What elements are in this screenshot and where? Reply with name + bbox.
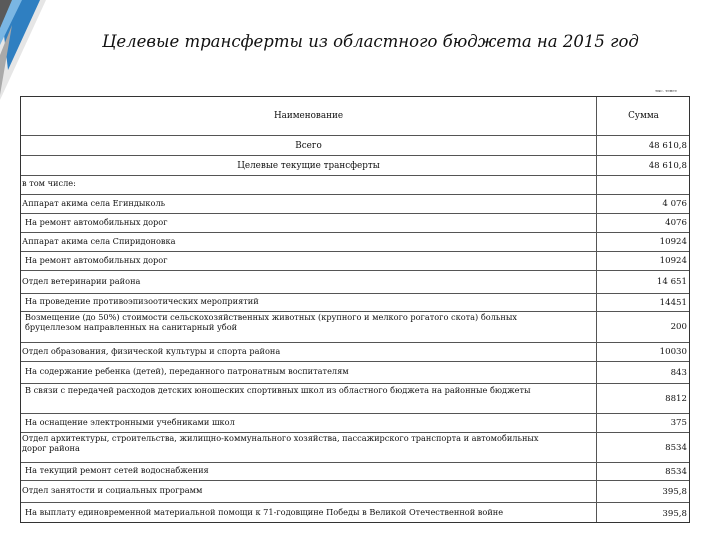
- corner-decoration: [0, 0, 720, 110]
- unit-note: тыс. тенге: [655, 88, 677, 93]
- table-row: [21, 311, 689, 342]
- table-row: [21, 502, 689, 524]
- row-name: Отдел образования, физической культуры и спорта района: [22, 347, 281, 356]
- row-value: [596, 176, 690, 194]
- row-name: Целевые текущие трансферты: [237, 161, 380, 171]
- row-name: На ремонт автомобильных дорог: [25, 218, 168, 227]
- row-name: Отдел архитектуры, строительства, жилищно-коммунального хозяйства, пассажирского транспорта и автомобильных дорог района: [22, 434, 539, 453]
- table-row: [21, 480, 689, 502]
- header-sum: Сумма: [628, 111, 659, 121]
- row-name: На выплату единовременной материальной помощи к 71-годовщине Победы в Великой Отечественной войне: [25, 508, 504, 517]
- header-name: Наименование: [273, 111, 344, 121]
- row-name: В связи с передачей расходов детских юношеских спортивных школ из областного бюджета на районные бюджеты: [25, 386, 531, 395]
- row-name: На текущий ремонт сетей водоснабжения: [25, 466, 209, 475]
- table-row: [21, 462, 689, 480]
- table-row: [21, 383, 689, 413]
- table-row: [21, 213, 689, 232]
- row-value: 375: [670, 418, 687, 428]
- table-header: [21, 97, 689, 135]
- table-row: [21, 361, 689, 383]
- row-value: 10924: [659, 237, 687, 247]
- row-value: 200: [670, 322, 687, 332]
- transfers-table: [20, 96, 690, 523]
- row-name: На проведение противоэпизоотических мероприятий: [25, 297, 259, 306]
- row-name: Аппарат акима села Спиридоновка: [22, 237, 176, 246]
- row-value: 8534: [665, 466, 687, 477]
- table-row: [21, 155, 689, 175]
- table-row: [21, 432, 689, 462]
- table-row-total: [21, 135, 689, 155]
- row-name: На ремонт автомобильных дорог: [25, 256, 168, 265]
- row-value: 48 610,8: [648, 140, 687, 151]
- page-title: Целевые трансферты из областного бюджета на 2015 год: [102, 32, 639, 51]
- table-row: [21, 194, 689, 213]
- row-name: в том числе:: [22, 179, 76, 188]
- row-value: 395,8: [662, 508, 687, 519]
- row-value: 14 651: [656, 277, 687, 287]
- row-value: 8534: [665, 442, 687, 453]
- row-value: 4 076: [662, 199, 687, 209]
- table-row: [21, 413, 689, 432]
- row-value: 48 610,8: [648, 160, 687, 171]
- row-name: Всего: [295, 141, 322, 151]
- row-name: На содержание ребенка (детей), переданного патронатным воспитателям: [25, 367, 349, 376]
- table-row: [21, 342, 689, 361]
- row-value: 395,8: [662, 486, 687, 497]
- row-value: 8812: [665, 393, 687, 404]
- table-row: [21, 232, 689, 251]
- row-value: 14451: [659, 297, 687, 308]
- row-value: 10030: [659, 347, 687, 357]
- row-name: Отдел ветеринарии района: [22, 277, 141, 286]
- row-value: 843: [670, 367, 687, 378]
- table-row: [21, 251, 689, 270]
- row-value: 10924: [659, 256, 687, 266]
- row-value: 4076: [665, 218, 687, 228]
- table-row: [21, 175, 689, 194]
- row-name: На оснащение электронными учебниками школ: [25, 418, 235, 427]
- row-name: Возмещение (до 50%) стоимости сельскохозяйственных животных (крупного и мелкого рогатого скота) больных бруцеллезом направленных на санитарный убой: [25, 313, 517, 332]
- table-row: [21, 293, 689, 311]
- row-name: Аппарат акима села Егиндыколь: [22, 199, 166, 208]
- table-row: [21, 270, 689, 293]
- row-name: Отдел занятости и социальных программ: [22, 486, 203, 495]
